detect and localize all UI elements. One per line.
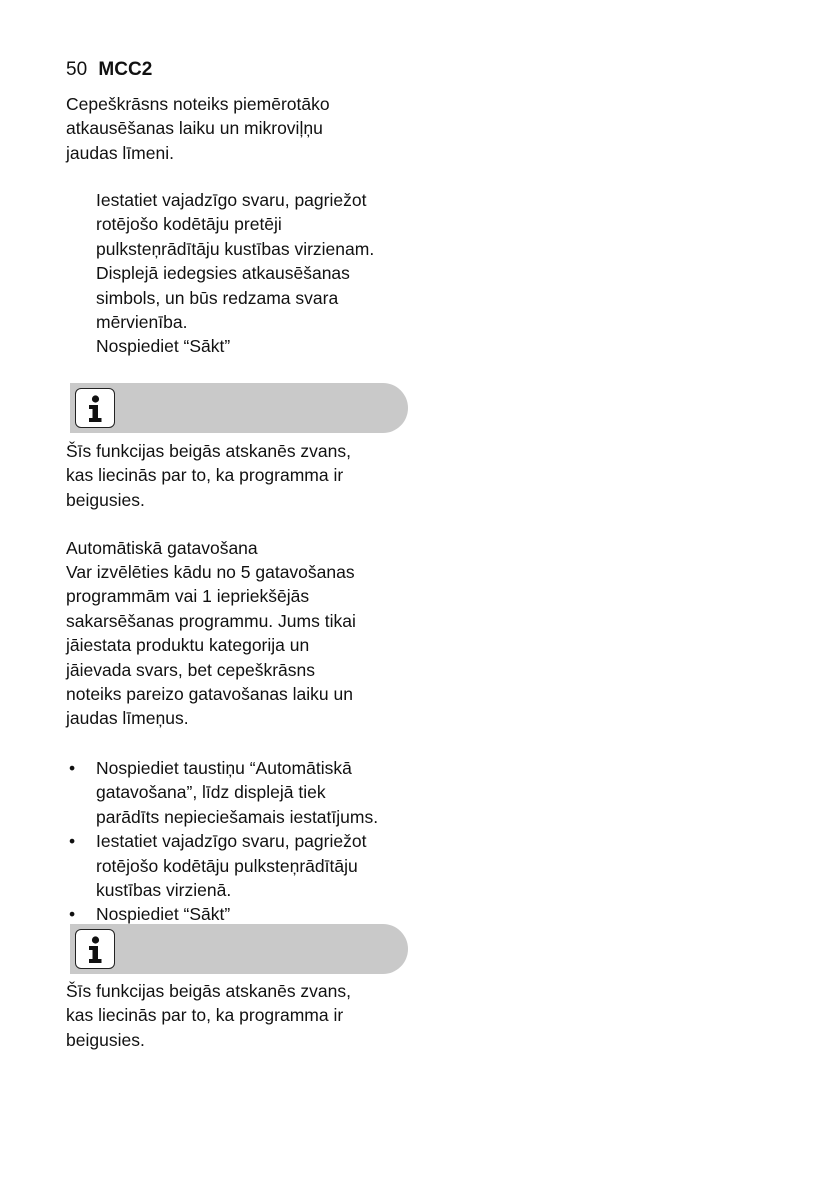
text-line: Šīs funkcijas beigās atskanēs zvans, [66,981,352,1001]
auto-cooking-paragraph [66,560,411,731]
text-line: jaudas līmeņus. [66,708,189,729]
model-name: MCC2 [98,59,153,80]
text-line: parādīts nepieciešamais iestatījums. [96,806,379,827]
text-line: pulksteņrādītāju kustības virzienam. [96,238,375,259]
list-item [66,829,411,902]
text-line: jaudas līmeni. [66,142,174,163]
text-line: gatavošana”, līdz displejā tiek [96,782,326,803]
bullet-icon: • [69,758,76,778]
bullet-icon: • [69,904,76,925]
text-line: Šīs funkcijas beigās atskanēs zvans, [66,441,352,461]
text-line: Nospiediet taustiņu “Automātiskā [96,758,352,778]
text-line: Cepeškrāsns noteiks piemērotāko [66,94,330,114]
text-line: Displejā iedegsies atkausēšanas [96,263,350,284]
info-icon [75,929,115,969]
text-line: mērvienība. [96,312,188,333]
list-item [66,756,411,829]
intro-paragraph [66,92,411,165]
defrost-steps [96,188,416,359]
section-title: Automātiskā gatavošana [66,538,258,558]
text-line: noteiks pareizo gatavošanas laiku un [66,684,353,705]
bullet-icon: • [69,831,76,852]
text-line: jāiestata produktu kategorija un [66,635,310,656]
info-icon [75,388,115,428]
text-line: jāievada svars, bet cepeškrāsns [66,659,316,680]
bullet-list [66,756,411,927]
text-line: Nospiediet “Sākt” [96,336,231,357]
text-line: Var izvēlēties kādu no 5 gatavošanas [66,562,355,582]
text-line: beigusies. [66,1029,145,1050]
text-line: beigusies. [66,489,145,510]
text-line: rotējošo kodētāju pretēji [96,214,282,235]
text-line: rotējošo kodētāju pulksteņrādītāju [96,855,358,876]
text-line: Iestatiet vajadzīgo svaru, pagriežot [96,831,367,852]
note-paragraph-2 [66,979,411,1052]
text-line: atkausēšanas laiku un mikroviļņu [66,118,323,139]
note-paragraph-1 [66,439,411,512]
text-line: kustības virzienā. [96,880,232,901]
text-line: kas liecinās par to, ka programma ir [66,465,344,486]
text-line: Nospiediet “Sākt” [96,904,231,925]
text-line: simbols, un būs redzama svara [96,287,339,308]
text-line: sakarsēšanas programmu. Jums tikai [66,610,356,631]
page-number: 50 [66,59,88,80]
info-note-bar [70,383,408,433]
info-note-bar [70,924,408,974]
text-line: programmām vai 1 iepriekšējās [66,586,310,607]
text-line: Iestatiet vajadzīgo svaru, pagriežot [96,190,367,210]
text-line: kas liecinās par to, ka programma ir [66,1005,344,1026]
page-header [66,58,152,82]
